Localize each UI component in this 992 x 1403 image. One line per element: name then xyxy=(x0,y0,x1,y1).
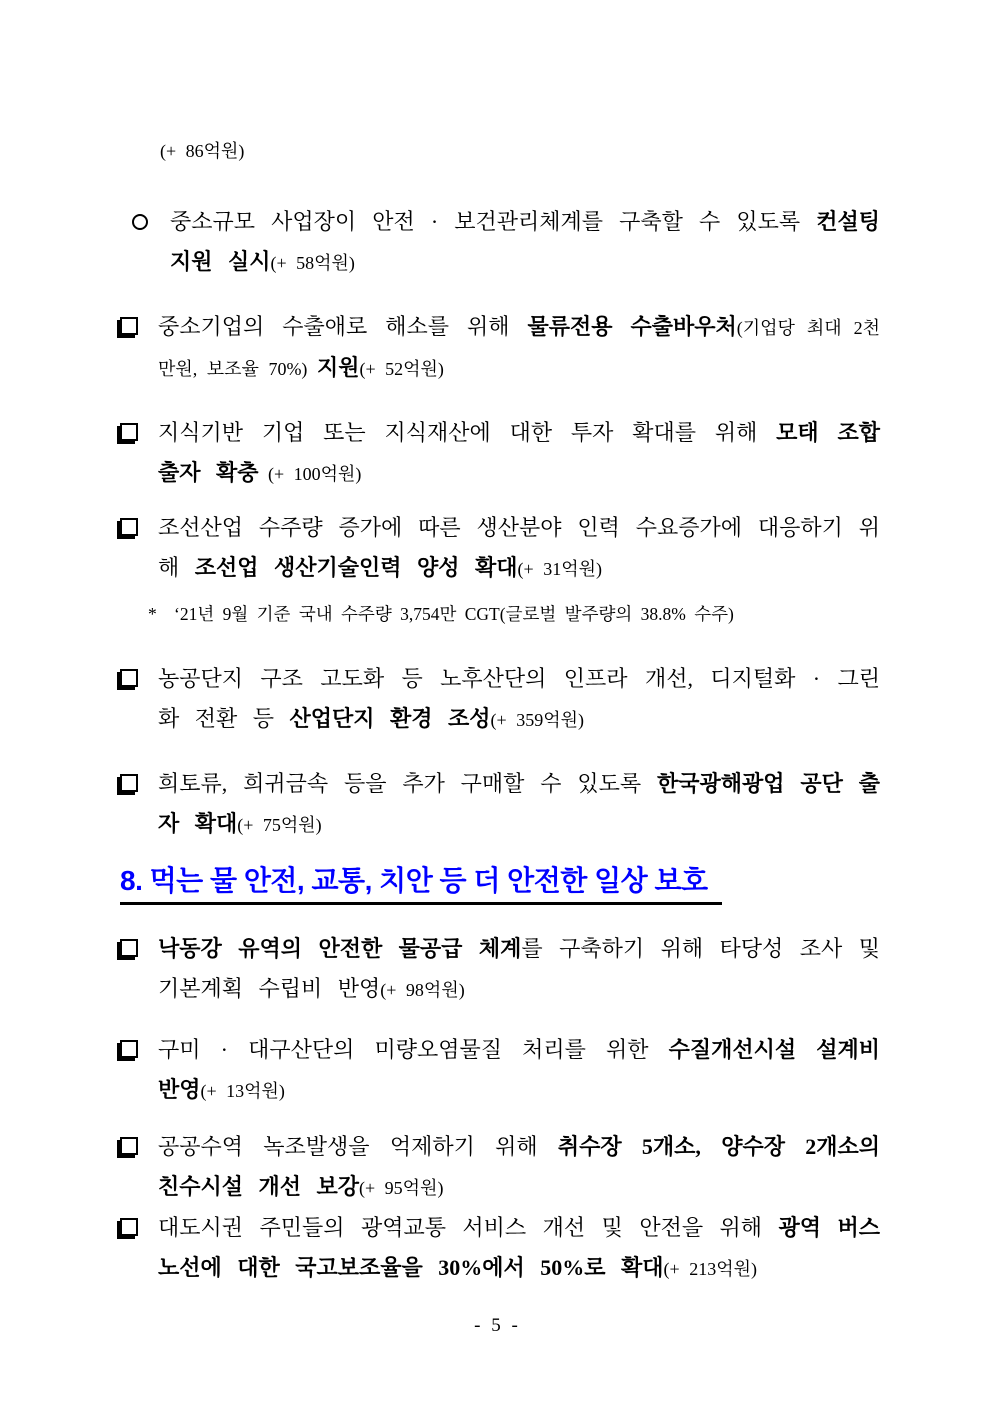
square-bullet-icon xyxy=(120,1208,158,1248)
text-run-amount: (+ 58억원) xyxy=(270,253,355,273)
footnote xyxy=(148,599,880,629)
text-run: 중소규모 사업장이 안전 · 보건관리체계를 구축할 수 있도록 xyxy=(170,209,817,234)
square-bullet-icon xyxy=(120,659,158,699)
text-run-bold: 낙동강 유역의 안전한 물공급 체계 xyxy=(158,936,522,961)
paragraph-water-quality-facility xyxy=(120,1030,880,1111)
circle-bullet-icon xyxy=(132,202,170,242)
square-bullet-glyph xyxy=(120,939,138,957)
square-bullet-glyph xyxy=(120,669,138,687)
text-run: 농공단지 구조 고도화 등 노후산단의 인프라 개선, 디지털화 · 그린화 전환 등 xyxy=(158,666,880,731)
text-run-detail: (기업당 최대 2천만원, 보조율 70%) xyxy=(158,318,880,379)
square-bullet-icon xyxy=(120,1030,158,1070)
paragraph-mining-corp-investment xyxy=(120,764,880,845)
paragraph-industrial-complex-environment xyxy=(120,659,880,740)
paragraph-consulting-support xyxy=(132,202,880,283)
paragraph-metro-bus-subsidy xyxy=(120,1208,880,1289)
text-run-amount: (+ 98억원) xyxy=(380,980,465,1000)
text-run-amount: (+ 213억원) xyxy=(663,1259,757,1279)
text-run: 희토류, 희귀금속 등을 추가 구매할 수 있도록 xyxy=(158,771,658,796)
text-run: 대도시권 주민들의 광역교통 서비스 개선 및 안전을 위해 xyxy=(158,1215,779,1240)
section-heading-text: 8. 먹는 물 안전, 교통, 치안 등 더 안전한 일상 보호 xyxy=(120,863,722,905)
text-run-amount: (+ 52억원) xyxy=(359,359,444,379)
text-run-bold: 물류전용 수출바우처 xyxy=(527,314,737,339)
text-run: 를 구축하기 위해 타당성 조사 및 기본계획 수립비 반영 xyxy=(158,936,880,1001)
text-run: 중소기업의 수출애로 해소를 위해 xyxy=(158,314,528,339)
text-run: 지식기반 기업 또는 지식재산에 대한 투자 확대를 위해 xyxy=(158,420,777,445)
text-run-bold: 조선업 생산기술인력 양성 확대 xyxy=(194,555,518,580)
circle-bullet-glyph xyxy=(132,214,148,230)
text-run-amount: (+ 359억원) xyxy=(490,710,584,730)
paragraph-carryover-amount xyxy=(160,138,880,164)
section-heading xyxy=(120,863,880,905)
text-run-amount: (+ 31억원) xyxy=(517,559,602,579)
text-run: 공공수역 녹조발생을 억제하기 위해 xyxy=(158,1134,558,1159)
paragraph-shipbuilding-workforce xyxy=(120,508,880,589)
text-run-bold: 광역 버스 노선에 대한 국고보조율을 30%에서 50%로 확대 xyxy=(158,1215,880,1280)
paragraph-fund-of-funds xyxy=(120,413,880,494)
text-run-bold: 지원 xyxy=(316,355,360,380)
square-bullet-icon xyxy=(120,929,158,969)
text-run: 조선산업 수주량 증가에 따른 생산분야 인력 수요증가에 대응하기 위해 xyxy=(158,515,880,580)
square-bullet-glyph xyxy=(120,317,138,335)
text-run-amount: (+ 13억원) xyxy=(200,1081,285,1101)
square-bullet-glyph xyxy=(120,1137,138,1155)
text-run: 구미 · 대구산단의 미량오염물질 처리를 위한 xyxy=(158,1037,669,1062)
square-bullet-icon xyxy=(120,413,158,453)
text-run-bold: 산업단지 환경 조성 xyxy=(289,706,491,731)
footnote-text: ‘21년 9월 기준 국내 수주량 3,754만 CGT(글로벌 발주량의 38.8% 수주) xyxy=(174,604,734,624)
footnote-marker: * xyxy=(148,604,157,624)
square-bullet-icon xyxy=(120,508,158,548)
page-number: - 5 - xyxy=(474,1315,518,1336)
text-run-bold: 수질개선시설 설계비 반영 xyxy=(158,1037,880,1102)
text-run: (+ 86억원) xyxy=(160,141,245,161)
text-run-bold: 취수장 5개소, 양수장 2개소의 친수시설 개선 보강 xyxy=(158,1134,880,1199)
square-bullet-glyph xyxy=(120,1040,138,1058)
square-bullet-icon xyxy=(120,1127,158,1167)
text-run-amount: (+ 100억원) xyxy=(258,464,362,484)
square-bullet-icon xyxy=(120,307,158,347)
square-bullet-glyph xyxy=(120,518,138,536)
text-run-amount: (+ 95억원) xyxy=(359,1178,444,1198)
text-run-amount: (+ 75억원) xyxy=(237,815,322,835)
square-bullet-icon xyxy=(120,764,158,804)
square-bullet-glyph xyxy=(120,1218,138,1236)
text-run-bold: 컨설팅 지원 실시 xyxy=(170,209,880,274)
square-bullet-glyph xyxy=(120,423,138,441)
text-run-bold: 한국광해광업 공단 출자 확대 xyxy=(158,771,880,836)
square-bullet-glyph xyxy=(120,774,138,792)
paragraph-export-voucher xyxy=(120,307,880,389)
paragraph-nakdong-water-supply xyxy=(120,929,880,1010)
paragraph-algae-control xyxy=(120,1127,880,1208)
text-run-bold: 모태 조합 출자 확충 xyxy=(158,420,881,485)
